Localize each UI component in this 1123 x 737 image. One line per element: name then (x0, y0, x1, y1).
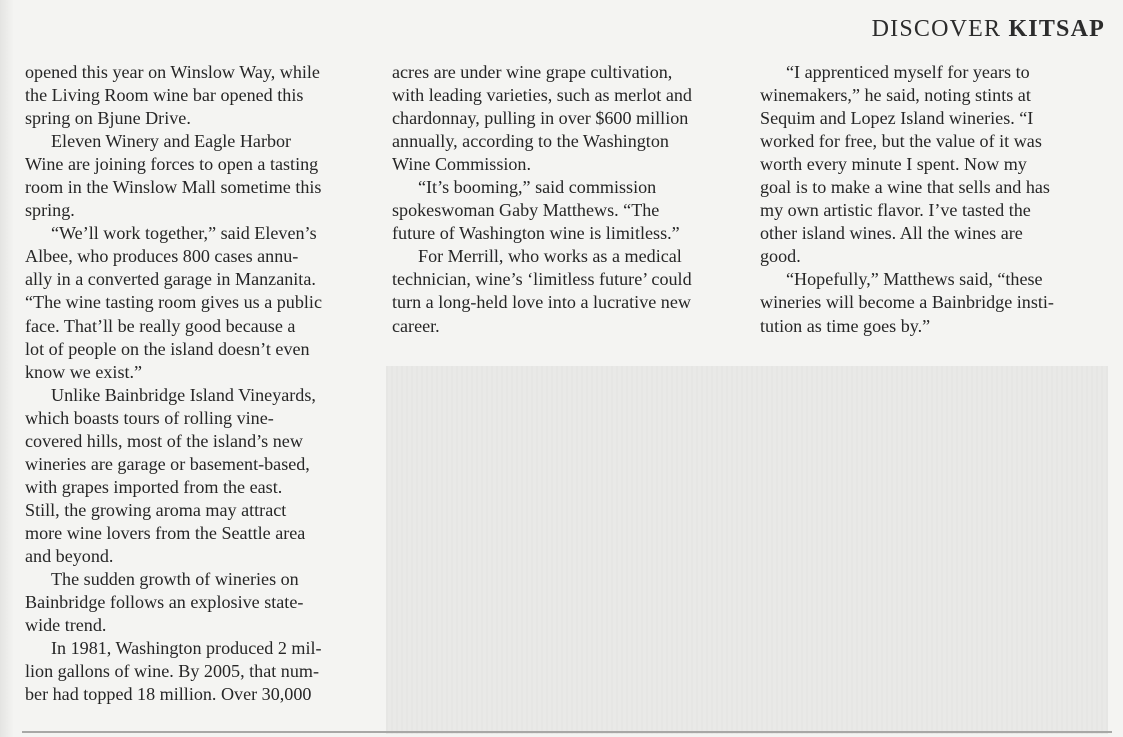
text-line: Albee, who produces 800 cases annu- (25, 246, 299, 267)
text-line: which boasts tours of rolling vine- (25, 407, 274, 428)
text-line: ally in a converted garage in Manzanita. (25, 269, 316, 290)
text-line: Wine are joining forces to open a tasting (25, 154, 319, 175)
photo-placeholder-area (386, 366, 1108, 734)
text-line: opened this year on Winslow Way, while (25, 62, 320, 82)
text-line: tution as time goes by.” (760, 315, 931, 336)
text-line: “I apprenticed myself for years to (786, 62, 1030, 82)
text-line: spring on Bjune Drive. (25, 108, 191, 129)
article-column-2 (392, 61, 742, 338)
text-line: spokeswoman Gaby Matthews. “The (392, 200, 660, 221)
text-line: “It’s booming,” said commission (418, 177, 657, 198)
text-line: the Living Room wine bar opened this (25, 85, 304, 106)
text-line: Still, the growing aroma may attract (25, 499, 287, 520)
text-line: more wine lovers from the Seattle area (25, 522, 306, 543)
text-line: worth every minute I spent. Now my (760, 154, 1027, 175)
text-line: wineries are garage or basement-based, (25, 453, 310, 474)
text-line: acres are under wine grape cultivation, (392, 62, 673, 82)
text-line: room in the Winslow Mall sometime this (25, 177, 322, 198)
text-line: ber had topped 18 million. Over 30,000 (25, 684, 312, 705)
text-line: worked for free, but the value of it was (760, 131, 1042, 152)
text-line: my own artistic flavor. I’ve tasted the (760, 200, 1031, 221)
text-line: lion gallons of wine. By 2005, that num- (25, 661, 319, 682)
text-line: “We’ll work together,” said Eleven’s (51, 223, 317, 244)
text-line: technician, wine’s ‘limitless future’ could (392, 269, 692, 290)
text-line: Sequim and Lopez Island wineries. “I (760, 108, 1034, 129)
text-line: wide trend. (25, 615, 107, 636)
article-column-1 (25, 61, 375, 706)
text-line: and beyond. (25, 545, 114, 566)
text-line: career. (392, 315, 440, 336)
section-header (872, 16, 1105, 43)
text-line: turn a long-held love into a lucrative new (392, 292, 691, 313)
text-line: “Hopefully,” Matthews said, “these (786, 269, 1043, 290)
text-line: winemakers,” he said, noting stints at (760, 85, 1031, 106)
text-line: know we exist.” (25, 361, 143, 382)
text-line: future of Washington wine is limitless.” (392, 223, 680, 244)
text-line: chardonnay, pulling in over $600 million (392, 108, 689, 129)
text-line: “The wine tasting room gives us a public (25, 292, 322, 313)
text-line: spring. (25, 200, 75, 221)
text-line: Wine Commission. (392, 154, 531, 175)
page-bottom-rule (22, 731, 1112, 733)
text-line: The sudden growth of wineries on (51, 569, 299, 590)
text-line: annually, according to the Washington (392, 131, 669, 152)
text-line: covered hills, most of the island’s new (25, 430, 303, 451)
text-line: other island wines. All the wines are (760, 223, 1023, 244)
section-header-emphasis: KITSAP (1008, 16, 1105, 42)
text-line: Unlike Bainbridge Island Vineyards, (51, 384, 316, 405)
text-line: Eleven Winery and Eagle Harbor (51, 131, 292, 152)
text-line: Bainbridge follows an explosive state- (25, 592, 304, 613)
text-line: For Merrill, who works as a medical (418, 246, 682, 267)
section-header-prefix: DISCOVER (871, 16, 1002, 42)
text-line: with grapes imported from the east. (25, 476, 283, 497)
text-line: lot of people on the island doesn’t even (25, 338, 310, 359)
text-line: goal is to make a wine that sells and has (760, 177, 1050, 198)
article-column-3 (760, 61, 1110, 338)
text-line: good. (760, 246, 801, 267)
text-line: wineries will become a Bainbridge insti- (760, 292, 1054, 313)
text-line: face. That’ll be really good because a (25, 315, 296, 336)
text-line: In 1981, Washington produced 2 mil- (51, 638, 322, 659)
text-line: with leading varieties, such as merlot and (392, 85, 692, 106)
